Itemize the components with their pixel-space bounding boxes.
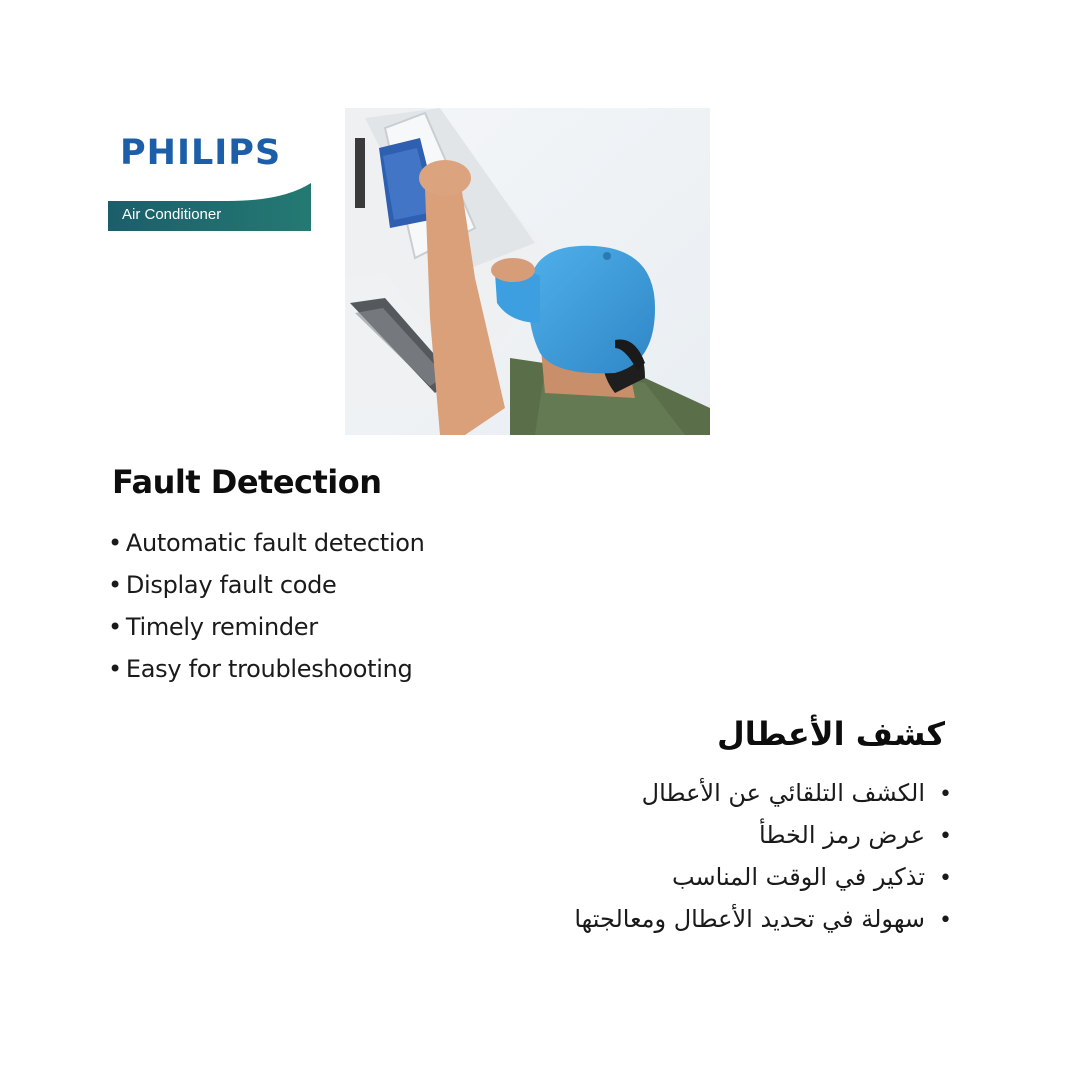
bullet: •: [939, 782, 952, 807]
list-item: [108, 606, 425, 648]
feature-text: Display fault code: [125, 571, 337, 599]
bullet: •: [108, 571, 122, 599]
philips-logo: [108, 131, 311, 231]
arabic-feature-list: [574, 772, 952, 940]
feature-text: عرض رمز الخطأ: [759, 821, 926, 849]
list-item: [574, 814, 952, 856]
feature-text: Timely reminder: [125, 613, 318, 641]
feature-text: سهولة في تحديد الأعطال ومعالجتها: [574, 905, 926, 933]
feature-text: الكشف التلقائي عن الأعطال: [641, 779, 926, 807]
english-section-title: Fault Detection: [112, 463, 382, 501]
list-item: [108, 522, 425, 564]
feature-text: Easy for troubleshooting: [125, 655, 413, 683]
list-item: [108, 564, 425, 606]
english-feature-list: [108, 522, 425, 690]
bullet: •: [108, 529, 122, 557]
brand-subtitle: Air Conditioner: [122, 206, 222, 223]
list-item: [108, 648, 425, 690]
bullet: •: [939, 908, 952, 933]
list-item: [574, 898, 952, 940]
feature-text: تذكير في الوقت المناسب: [671, 863, 926, 891]
feature-text: Automatic fault detection: [125, 529, 425, 557]
bullet: •: [939, 866, 952, 891]
brand-wordmark: PHILIPS: [120, 133, 282, 173]
bullet: •: [939, 824, 952, 849]
bullet: •: [108, 613, 122, 641]
list-item: [574, 772, 952, 814]
arabic-section-title: كشف الأعطال: [716, 715, 945, 753]
technician-photo: [345, 108, 710, 435]
bullet: •: [108, 655, 122, 683]
list-item: [574, 856, 952, 898]
